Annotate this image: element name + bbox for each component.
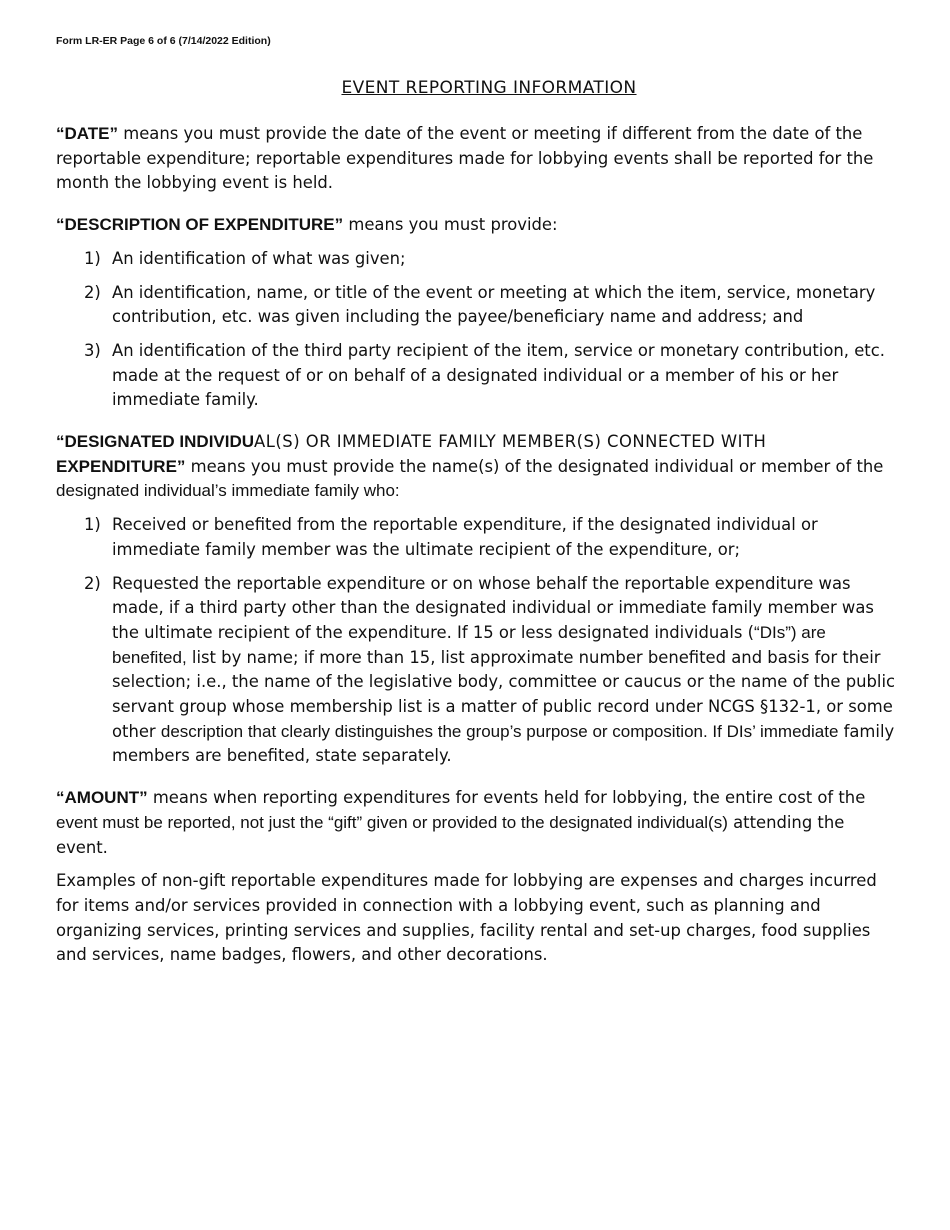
list-item-text-e: family members are benefited, state separately. xyxy=(112,721,895,766)
designated-term-part2: AL(S) OR IMMEDIATE FAMILY MEMBER(S) CONNECTED WITH xyxy=(254,432,767,452)
list-item-text: An identification, name, or title of the event or meeting at which the item, service, monetary contribution, etc. was given including the payee/beneficiary name and address; and xyxy=(112,282,876,327)
description-definition xyxy=(56,213,896,238)
designated-term-part1: “DESIGNATED INDIVIDU xyxy=(56,432,255,452)
list-item xyxy=(56,513,896,562)
list-item xyxy=(56,339,896,413)
list-item-number: 1) xyxy=(84,248,101,268)
page-title: EVENT REPORTING INFORMATION xyxy=(341,78,637,98)
designated-term-part3: EXPENDITURE” xyxy=(56,456,186,476)
date-definition xyxy=(56,122,896,196)
date-term: “DATE” xyxy=(56,124,119,143)
description-term: “DESCRIPTION OF EXPENDITURE” xyxy=(56,215,344,235)
list-item-text-c: list by name; if more than 15, list approximate number benefited and basis for their selection; i.e., the name of the legislative body, committee or caucus or the name of the public servant group whose membership list is a matter of public record under NCGS §132-1, or some other xyxy=(112,647,896,741)
list-item-text: An identification of the third party recipient of the item, service or monetary contribution, etc. made at the request of or on behalf of a designated individual or a member of his or her immediate family. xyxy=(112,340,885,410)
designated-text-1: means you must provide the name(s) of the designated individual or member of the xyxy=(185,456,884,476)
list-item-text-a: Requested the reportable expenditure or on whose behalf the reportable expenditure was made, if a third party other than the designated individual or immediate family member was the ultimate recipient of the expenditure. If 15 or less designated individuals ( xyxy=(112,573,874,642)
date-text: means you must provide the date of the event or meeting if different from the date of the reportable expenditure; reportable expenditures made for lobbying events shall be reported for the month the lobbying event is held. xyxy=(56,124,874,193)
list-item xyxy=(56,281,896,330)
examples-paragraph: Examples of non-gift reportable expenditures made for lobbying are expenses and charges incurred for items and/or services provided in connection with a lobbying event, such as planning and organizing services, printing services and supplies, facility rental and set-up charges, food supplies and services, name badges, flowers, and other decorations. xyxy=(56,871,877,965)
amount-text-3: attending the event. xyxy=(56,812,845,857)
list-item-text-b: “DIs”) are benefited, xyxy=(112,622,826,667)
amount-definition xyxy=(56,786,896,860)
designated-definition xyxy=(56,430,896,504)
list-item-text: An identification of what was given; xyxy=(112,248,406,268)
list-item-text: Received or benefited from the reportable expenditure, if the designated individual or immediate family member was the ultimate recipient of the expenditure, or; xyxy=(112,515,818,559)
list-item xyxy=(56,247,896,272)
amount-text-2: event must be reported, not just the “gift” given or provided to the designated individual(s) xyxy=(56,812,728,832)
designated-text-2: designated individual’s immediate family who: xyxy=(56,481,400,501)
amount-term: “AMOUNT” xyxy=(56,788,148,808)
list-item-text-d: description that clearly distinguishes the group’s purpose or composition. If DIs’ immediate xyxy=(160,721,839,741)
form-identifier: Form LR-ER Page 6 of 6 (7/14/2022 Edition) xyxy=(56,35,271,47)
list-item-number: 2) xyxy=(84,573,101,593)
list-item xyxy=(56,572,896,770)
description-text: means you must provide: xyxy=(343,215,558,235)
amount-text-1: means when reporting expenditures for events held for lobbying, the entire cost of the xyxy=(147,788,866,808)
list-item-number: 2) xyxy=(84,282,101,302)
list-item-number: 3) xyxy=(84,340,101,360)
document-body xyxy=(56,122,896,968)
list-item-number: 1) xyxy=(84,515,101,535)
